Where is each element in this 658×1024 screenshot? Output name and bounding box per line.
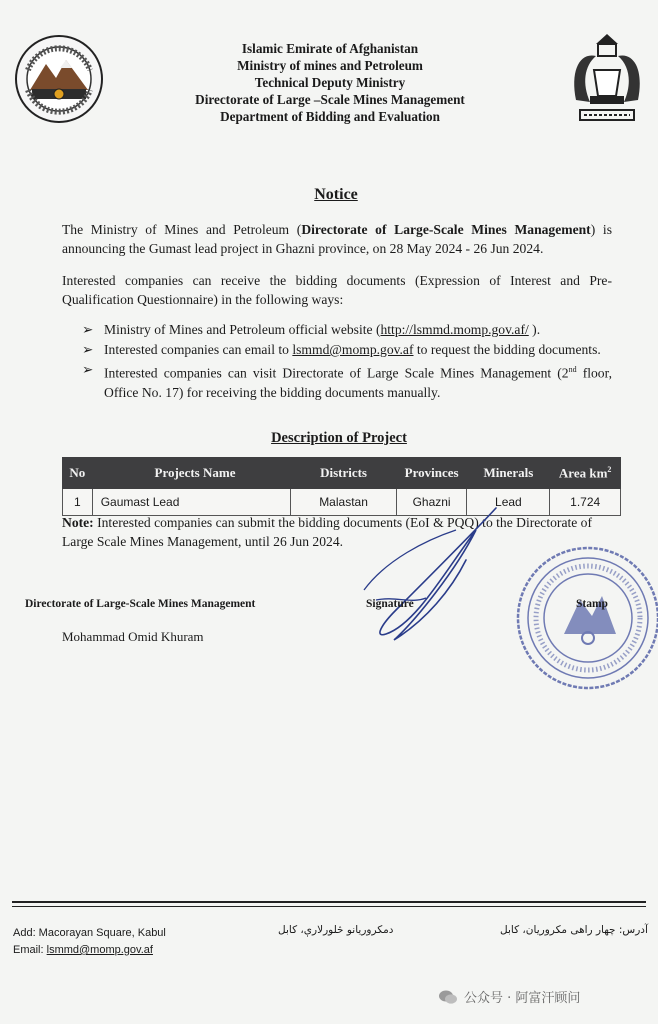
wechat-icon <box>438 989 458 1005</box>
list-item: ➢ Interested companies can email to lsmmd@momp.gov.af to request the bidding documents. <box>82 342 601 357</box>
footer-divider <box>12 901 646 909</box>
notice-title: Notice <box>314 186 358 203</box>
footer-dari-address: آدرس: چهار راهی مکروریان، کابل <box>500 924 648 936</box>
email-label: Email: <box>13 944 47 956</box>
email-link[interactable]: lsmmd@momp.gov.af <box>292 342 414 357</box>
header-line-1: Islamic Emirate of Afghanistan <box>241 41 419 56</box>
footer-address <box>13 925 166 959</box>
letterhead <box>130 40 530 125</box>
list-item: ➢ Ministry of Mines and Petroleum official website (http://lsmmd.momp.gov.af/ ). <box>82 322 541 337</box>
note-text: Interested companies can submit the bidding documents (EoI & PQQ) to the Directorate of Large Scale Mines Management, until 26 Jun 2024. <box>62 515 593 549</box>
emirate-emblem <box>568 30 646 128</box>
bullet-icon: ➢ <box>82 322 94 337</box>
ways-list <box>62 320 612 403</box>
description-title: Description of Project <box>271 430 407 446</box>
header-line-2: Ministry of mines and Petroleum <box>237 58 423 73</box>
bullet-icon: ➢ <box>82 342 94 357</box>
ways-paragraph: Interested companies can receive the bidding documents (Expression of Interest and Pre-Qualification Questionnaire) in the following ways: <box>62 273 612 307</box>
stamp-label: Stamp <box>576 598 608 610</box>
cell-no: 1 <box>63 489 93 516</box>
ministry-logo <box>14 34 104 124</box>
signatory-name: Mohammad Omid Khuram <box>62 629 204 644</box>
handwritten-signature <box>356 500 506 650</box>
wechat-watermark <box>438 987 580 1006</box>
signature-label: Signature <box>366 598 414 610</box>
note-label: Note: <box>62 515 94 530</box>
signatory-org: Directorate of Large-Scale Mines Management <box>25 598 256 610</box>
cell-project-name: Gaumast Lead <box>92 489 291 516</box>
intro-paragraph <box>62 220 612 258</box>
header-line-5: Department of Bidding and Evaluation <box>220 109 440 124</box>
footer-pashto-address: دمکروریانو څلورلارې، کابل <box>278 924 394 936</box>
header-line-3: Technical Deputy Ministry <box>254 75 406 90</box>
header-line-4: Directorate of Large –Scale Mines Management <box>195 92 465 107</box>
list-item: ➢ Interested companies can visit Directorate of Large Scale Mines Management (2nd floor, Office No. 17) for receiving the bidding documents manually. <box>82 362 612 400</box>
col-no: No <box>63 458 93 489</box>
table-row <box>63 489 621 516</box>
intro-bold-org: Directorate of Large-Scale Mines Management <box>301 222 591 237</box>
footer-email-link[interactable]: lsmmd@momp.gov.af <box>46 944 153 956</box>
col-minerals: Minerals <box>467 458 550 489</box>
col-area: Area $km^2$ <box>550 458 621 489</box>
address-text: Add: Macorayan Square, Kabul <box>13 927 166 939</box>
col-districts: Districts <box>291 458 396 489</box>
col-project-name: Projects Name <box>92 458 291 489</box>
cell-province: Ghazni <box>396 489 467 516</box>
bullet-icon: ➢ <box>82 362 94 377</box>
cell-mineral: Lead <box>467 489 550 516</box>
official-stamp <box>508 538 658 698</box>
cell-district: Malastan <box>291 489 396 516</box>
intro-text-start: The Ministry of Mines and Petroleum ( <box>62 222 302 237</box>
watermark-text: 公众号 · 阿富汗顾问 <box>464 991 581 1006</box>
cell-area: 1.724 <box>550 489 621 516</box>
project-table <box>62 457 621 516</box>
website-link[interactable]: http://lsmmd.momp.gov.af/ <box>380 322 529 337</box>
col-provinces: Provinces <box>396 458 467 489</box>
intro-text-end: ) is announcing the Gumast lead project in Ghazni province, on 28 May 2024 - 26 Jun 2024. <box>62 222 612 256</box>
